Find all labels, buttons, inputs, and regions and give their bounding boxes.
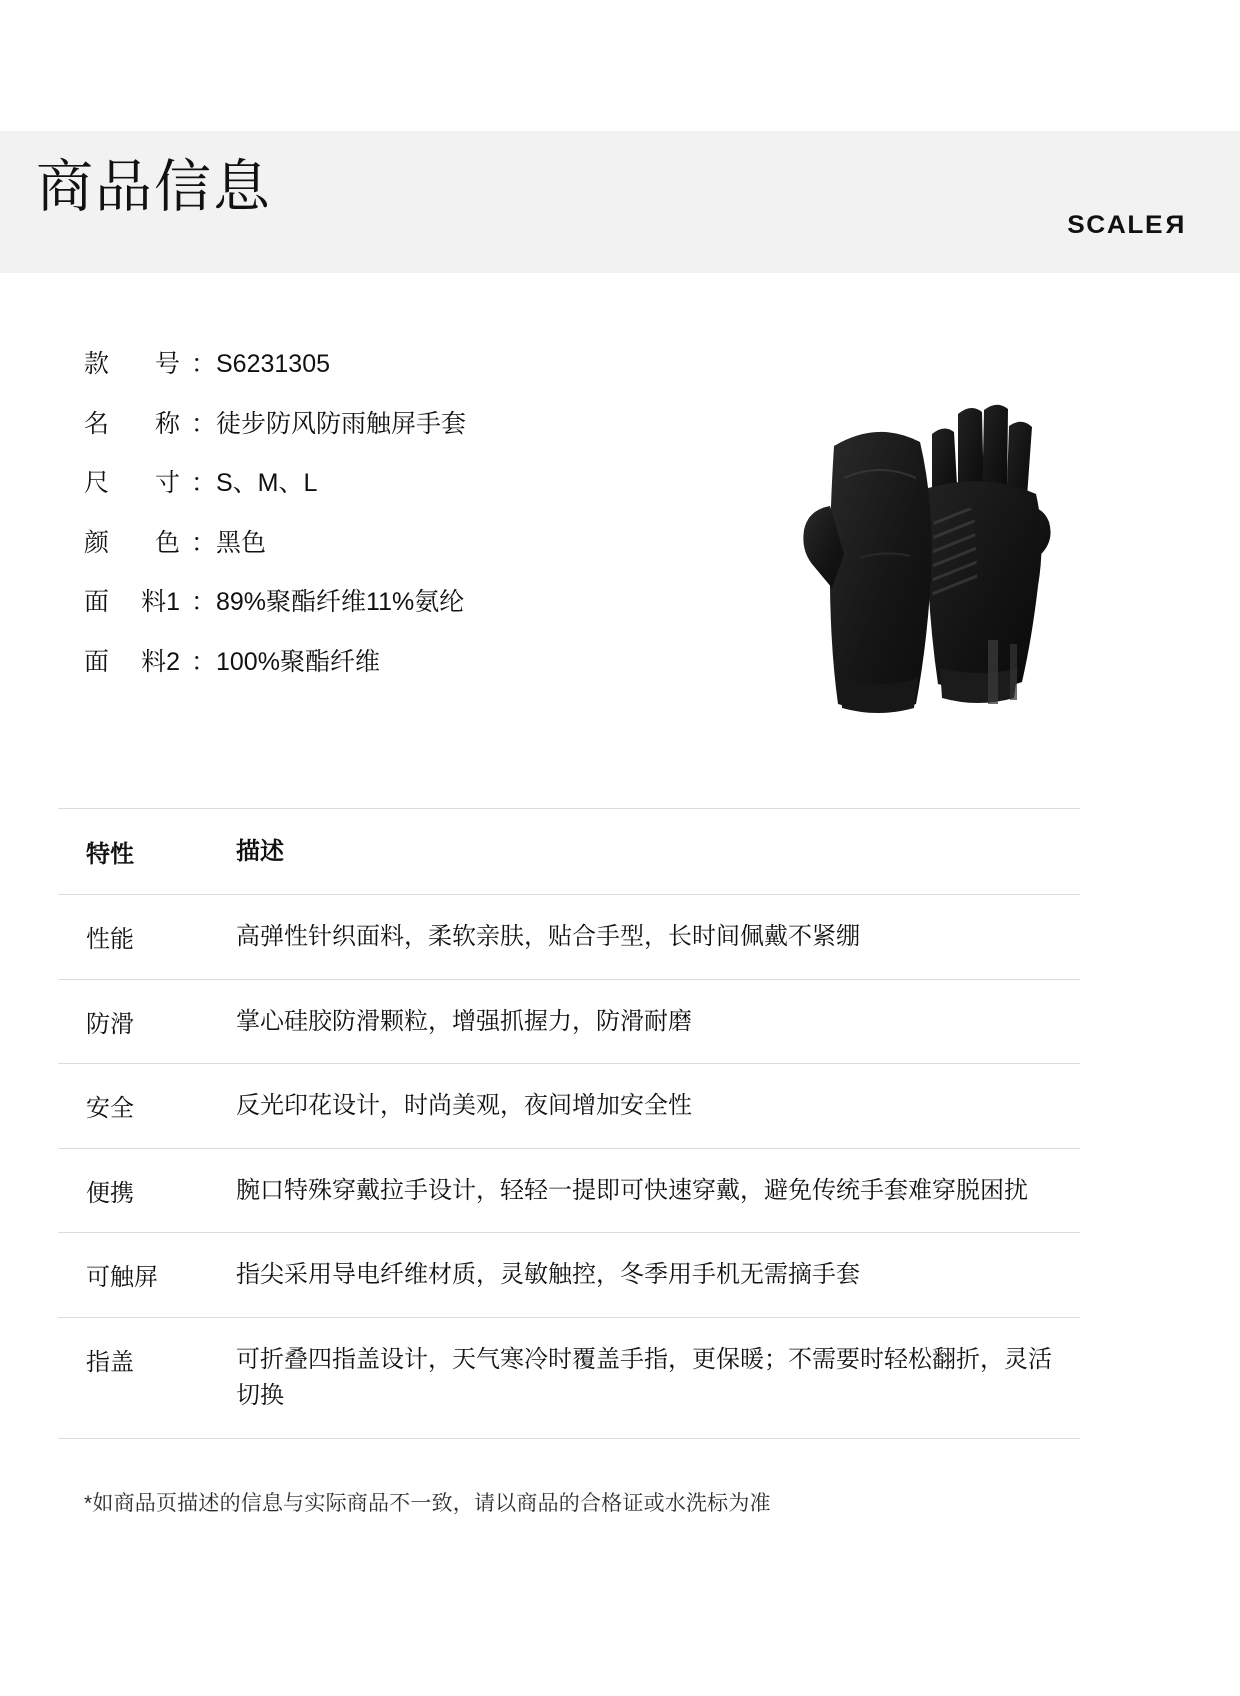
footnote: *如商品页描述的信息与实际商品不一致，请以商品的合格证或水洗标为准 xyxy=(84,1492,771,1515)
spec-label-char-1: 颜 xyxy=(84,528,110,557)
table-cell-description: 高弹性针织面料，柔软亲肤，贴合手型，长时间佩戴不紧绷 xyxy=(236,923,860,951)
spec-label-colon: ： xyxy=(190,588,216,616)
table-row xyxy=(58,1317,1080,1438)
table-cell-description: 指尖采用导电纤维材质，灵敏触控，冬季用手机无需摘手套 xyxy=(236,1261,860,1289)
table-cell-feature: 性能 xyxy=(86,926,134,954)
glove-mitten-graphic xyxy=(803,432,931,713)
table-cell-feature: 安全 xyxy=(86,1095,134,1123)
spec-value-fabric-2: 100%聚酯纤维 xyxy=(216,647,380,676)
page-header xyxy=(0,131,1240,273)
spec-label-char-2: 称 xyxy=(154,409,180,438)
table-header-row xyxy=(58,808,1080,894)
table-bottom-divider xyxy=(58,1438,1080,1439)
table-row xyxy=(58,894,1080,978)
table-cell-description: 可折叠四指盖设计，天气寒冷时覆盖手指，更保暖；不需要时轻松翻折，灵活切换 xyxy=(236,1345,1052,1410)
spec-label-char-1: 尺 xyxy=(84,469,110,497)
table-row xyxy=(58,1063,1080,1147)
spec-label-char-1: 面 xyxy=(84,647,110,676)
spec-label-char-2: 料2 xyxy=(141,647,180,676)
brand-logo-text: SCALE xyxy=(1067,211,1165,239)
spec-row-model xyxy=(84,348,744,381)
table-header-feature: 特性 xyxy=(86,841,134,868)
table-cell-feature: 防滑 xyxy=(86,1010,134,1038)
page-title: 商品信息 xyxy=(36,155,272,219)
table-cell-description: 掌心硅胶防滑颗粒，增强抓握力，防滑耐磨 xyxy=(236,1007,692,1035)
table-cell-feature: 可触屏 xyxy=(86,1264,158,1292)
spec-list xyxy=(84,348,744,705)
spec-label-char-2: 料1 xyxy=(141,588,180,616)
spec-value-name: 徒步防风防雨触屏手套 xyxy=(216,409,467,438)
brand-logo xyxy=(1067,211,1184,240)
spec-label-colon: ： xyxy=(190,528,216,557)
spec-label xyxy=(84,586,216,619)
spec-row-fabric-2 xyxy=(84,646,744,679)
spec-value-color: 黑色 xyxy=(216,528,267,557)
table-row xyxy=(58,1148,1080,1232)
spec-label xyxy=(84,348,216,381)
glove-fingers-graphic xyxy=(922,405,1051,704)
spec-label xyxy=(84,408,216,441)
table-cell-feature: 指盖 xyxy=(86,1348,134,1376)
spec-label xyxy=(84,467,216,500)
spec-label xyxy=(84,527,216,560)
spec-row-fabric-1 xyxy=(84,586,744,619)
brand-logo-text-flipped: R xyxy=(1164,211,1185,239)
spec-value-fabric-1: 89%聚酯纤维11%氨纶 xyxy=(216,588,465,616)
table-cell-description: 反光印花设计，时尚美观，夜间增加安全性 xyxy=(236,1092,692,1120)
spec-label-char-1: 名 xyxy=(84,409,110,438)
spec-label-char-2: 寸 xyxy=(154,469,180,497)
spec-value-model: S6231305 xyxy=(216,350,331,378)
spec-row-color xyxy=(84,527,744,560)
table-row xyxy=(58,1232,1080,1316)
table-row xyxy=(58,979,1080,1063)
spec-label-colon: ： xyxy=(190,647,216,676)
spec-label xyxy=(84,646,216,679)
spec-label-char-1: 面 xyxy=(84,588,110,616)
spec-row-size xyxy=(84,467,744,500)
feature-table xyxy=(58,808,1080,1439)
spec-row-name xyxy=(84,408,744,441)
spec-value-size: S、M、L xyxy=(216,469,318,497)
product-image xyxy=(782,378,1062,738)
spec-label-colon: ： xyxy=(190,469,216,497)
spec-label-char-1: 款 xyxy=(84,350,110,378)
table-cell-feature: 便携 xyxy=(86,1179,134,1207)
table-header-description: 描述 xyxy=(236,838,284,865)
table-cell-description: 腕口特殊穿戴拉手设计，轻轻一提即可快速穿戴，避免传统手套难穿脱困扰 xyxy=(236,1176,1028,1204)
spec-label-colon: ： xyxy=(190,409,216,438)
spec-label-char-2: 色 xyxy=(154,528,180,557)
spec-label-colon: ： xyxy=(190,350,216,378)
spec-label-char-2: 号 xyxy=(154,350,180,378)
